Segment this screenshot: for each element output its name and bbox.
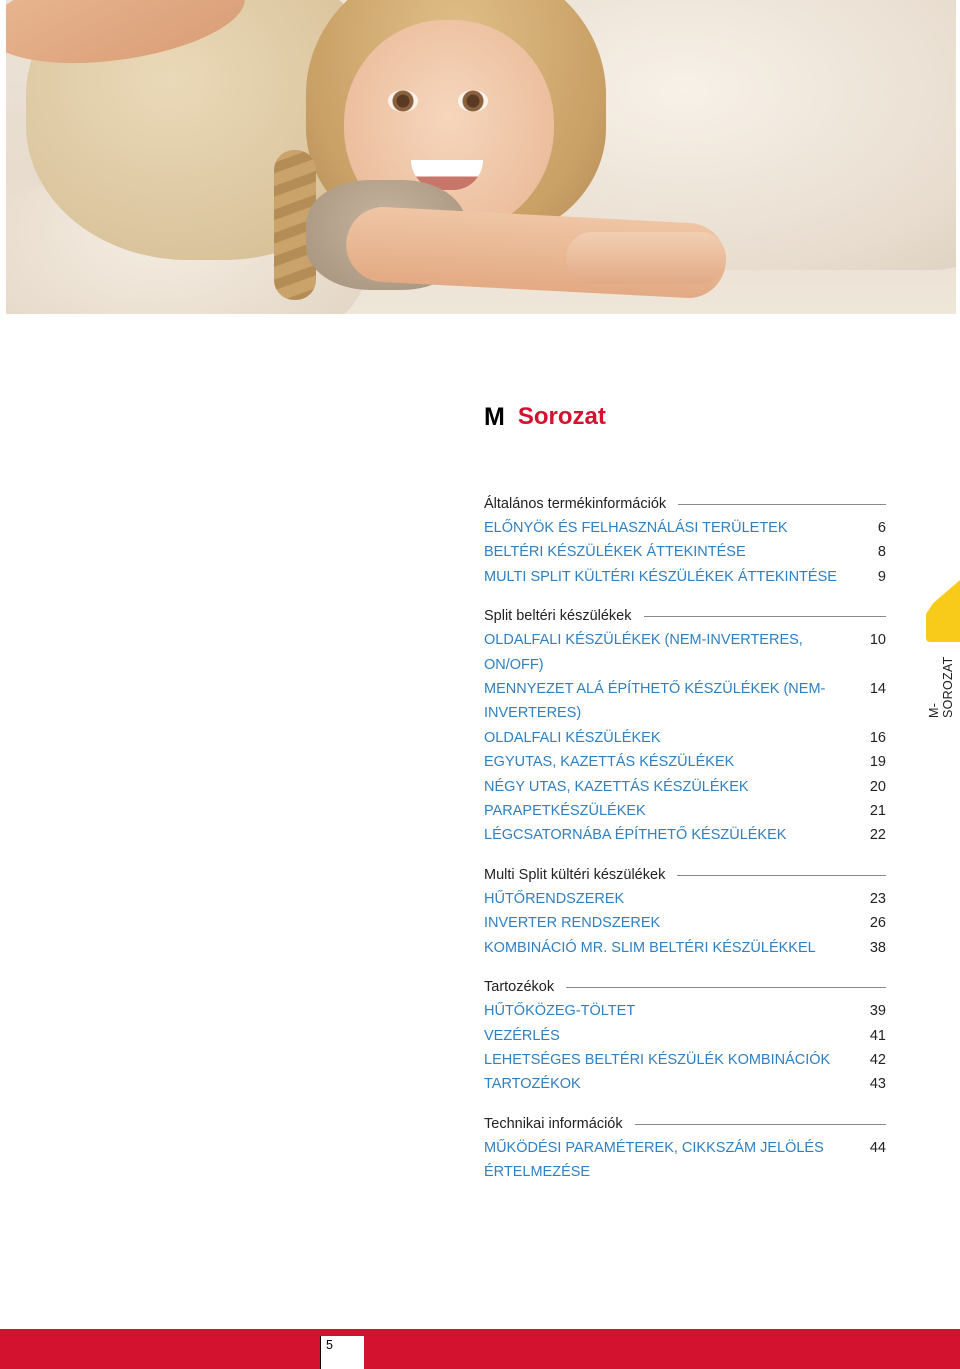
toc-section-rule <box>644 616 887 617</box>
toc-entry-page: 23 <box>869 890 886 907</box>
page-title <box>484 400 606 434</box>
toc-entry-page: 21 <box>869 803 886 820</box>
toc-section <box>484 604 886 848</box>
toc-entry-label[interactable]: MENNYEZET ALÁ ÉPÍTHETŐ KÉSZÜLÉKEK (NEM-INVERTERES) <box>484 681 826 722</box>
toc-entry-label[interactable]: OLDALFALI KÉSZÜLÉKEK <box>484 729 661 746</box>
toc-entry[interactable] <box>484 1072 886 1096</box>
toc-entry-page: 39 <box>869 1003 886 1020</box>
photo-eye-right <box>458 90 488 112</box>
toc-section-header <box>484 604 886 628</box>
toc-section-header <box>484 492 886 516</box>
toc-entry-label[interactable]: HŰTŐKÖZEG-TÖLTET <box>484 1003 636 1020</box>
toc-section-title: Technikai információk <box>484 1116 635 1132</box>
toc-entry-page: 38 <box>869 939 886 956</box>
page-number: 5 <box>326 1338 333 1352</box>
toc-entry[interactable] <box>484 887 886 911</box>
toc-entry-page: 6 <box>877 520 886 536</box>
toc-entry-page: 22 <box>869 827 886 844</box>
hero-photo <box>6 0 956 314</box>
toc-entry-page: 14 <box>869 681 886 698</box>
page-tab-divider <box>320 1336 321 1369</box>
toc-entry-label[interactable]: NÉGY UTAS, KAZETTÁS KÉSZÜLÉKEK <box>484 778 749 795</box>
page-number-tab <box>320 1336 364 1369</box>
toc-entry[interactable] <box>484 677 886 726</box>
toc-entry-label[interactable]: MULTI SPLIT KÜLTÉRI KÉSZÜLÉKEK ÁTTEKINTÉSE <box>484 568 837 585</box>
toc-section <box>484 975 886 1097</box>
toc-entry[interactable] <box>484 799 886 823</box>
toc-entry[interactable] <box>484 775 886 799</box>
toc-entry[interactable] <box>484 540 886 564</box>
toc-entry-page: 43 <box>869 1076 886 1093</box>
side-tab-marker <box>926 580 960 642</box>
toc-section <box>484 863 886 960</box>
toc-entry-page: 20 <box>869 778 886 795</box>
toc-entry-label[interactable]: LEHETSÉGES BELTÉRI KÉSZÜLÉK KOMBINÁCIÓK <box>484 1051 831 1068</box>
series-letter: M <box>484 402 504 431</box>
photo-hand <box>566 232 726 284</box>
toc-section-rule <box>677 875 886 876</box>
toc-entry[interactable] <box>484 1136 886 1185</box>
toc-entry[interactable] <box>484 1024 886 1048</box>
toc-entry[interactable] <box>484 823 886 847</box>
toc-entry[interactable] <box>484 1048 886 1072</box>
toc-entry-page: 10 <box>869 632 886 649</box>
side-tab-label: M-SOROZAT <box>927 656 955 718</box>
toc-section-rule <box>678 504 886 505</box>
toc-entry-page: 41 <box>869 1027 886 1044</box>
toc-entry[interactable] <box>484 628 886 677</box>
toc-entry-page: 19 <box>869 754 886 771</box>
toc-entry[interactable] <box>484 565 886 589</box>
series-title: Sorozat <box>517 403 606 430</box>
toc-entry[interactable] <box>484 999 886 1023</box>
toc-entry-page: 9 <box>877 568 886 585</box>
toc-entry-label[interactable]: ELŐNYÖK ÉS FELHASZNÁLÁSI TERÜLETEK <box>484 520 788 536</box>
footer-bar <box>0 1329 960 1369</box>
toc-entry-label[interactable]: EGYUTAS, KAZETTÁS KÉSZÜLÉKEK <box>484 754 735 771</box>
toc-section-title: Split beltéri készülékek <box>484 608 644 624</box>
toc-section-title: Általános termékinformációk <box>484 496 678 512</box>
toc-section <box>484 1112 886 1185</box>
toc-entry-label[interactable]: LÉGCSATORNÁBA ÉPÍTHETŐ KÉSZÜLÉKEK <box>484 827 787 844</box>
toc-section-rule <box>635 1124 886 1125</box>
toc-entry-page: 26 <box>869 915 886 932</box>
toc-entry[interactable] <box>484 750 886 774</box>
toc-entry-label[interactable]: MŰKÖDÉSI PARAMÉTEREK, CIKKSZÁM JELÖLÉS ÉRTELMEZÉSE <box>484 1139 824 1181</box>
toc-entry[interactable] <box>484 726 886 750</box>
toc-section-header <box>484 975 886 999</box>
toc-entry-label[interactable]: INVERTER RENDSZEREK <box>484 915 661 932</box>
toc-section-rule <box>566 987 886 988</box>
toc-entry-page: 42 <box>869 1051 886 1068</box>
photo-eye-left <box>388 90 418 112</box>
toc-entry-label[interactable]: BELTÉRI KÉSZÜLÉKEK ÁTTEKINTÉSE <box>484 544 746 561</box>
toc-entry[interactable] <box>484 516 886 540</box>
toc-entry-label[interactable]: HŰTŐRENDSZEREK <box>484 890 625 907</box>
toc-entry-label[interactable]: KOMBINÁCIÓ MR. SLIM BELTÉRI KÉSZÜLÉKKEL <box>484 939 816 956</box>
toc-entry-page: 16 <box>869 729 886 746</box>
toc-section-title: Tartozékok <box>484 979 566 995</box>
toc-section-header <box>484 1112 886 1136</box>
toc-entry-label[interactable]: OLDALFALI KÉSZÜLÉKEK (NEM-INVERTERES, ON/OFF) <box>484 632 803 673</box>
table-of-contents <box>484 492 886 1200</box>
toc-section-header <box>484 863 886 887</box>
toc-entry-page: 44 <box>869 1139 886 1156</box>
toc-entry-label[interactable]: TARTOZÉKOK <box>484 1076 581 1093</box>
toc-entry-page: 8 <box>877 544 886 561</box>
toc-entry-label[interactable]: PARAPETKÉSZÜLÉKEK <box>484 803 646 820</box>
toc-entry[interactable] <box>484 936 886 960</box>
toc-section <box>484 492 886 589</box>
toc-section-title: Multi Split kültéri készülékek <box>484 867 677 883</box>
toc-entry[interactable] <box>484 911 886 935</box>
toc-entry-label[interactable]: VEZÉRLÉS <box>484 1027 560 1044</box>
